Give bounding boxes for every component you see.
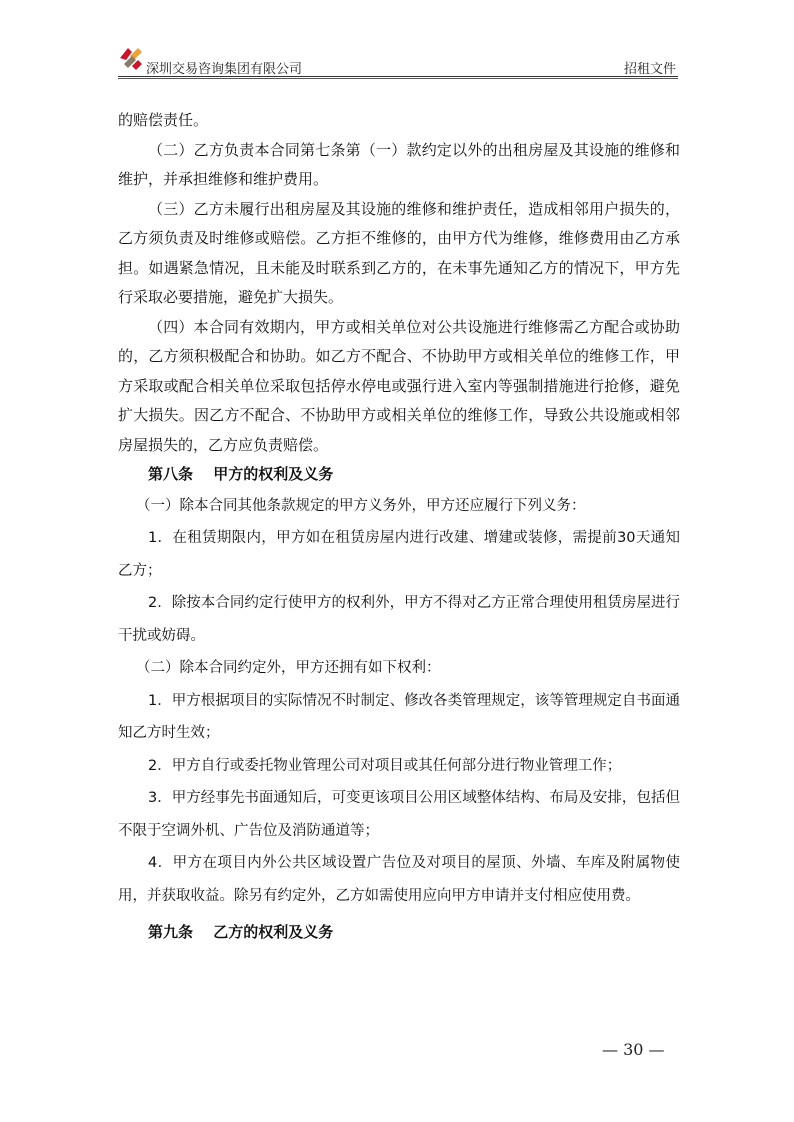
page-body	[118, 106, 680, 948]
article-8-section-2-item-1: 1．甲方根据项目的实际情况不时制定、修改各类管理规定，该等管理规定自书面通知乙方时生效；	[118, 692, 680, 741]
article-8-section-2-title: （二）除本合同约定外，甲方还拥有如下权利：	[136, 660, 441, 676]
article-8-section-2-item-2: 2．甲方自行或委托物业管理公司对项目或其任何部分进行物业管理工作；	[148, 757, 622, 774]
paragraph-clause-3: （三）乙方未履行出租房屋及其设施的维修和维护责任，造成相邻用户损失的，乙方须负责及时维修或赔偿。乙方拒不维修的，由甲方代为维修，维修费用由乙方承担。如遇紧急情况，且未能及时联系到乙方的，在未事先通知乙方的情况下，甲方先行采取必要措施，避免扩大损失。	[118, 199, 680, 306]
page-header	[118, 44, 678, 78]
paragraph-continuation: 的赔偿责任。	[118, 111, 209, 129]
header-divider-thin	[118, 78, 678, 79]
document-type: 招租文件	[623, 62, 676, 77]
article-8-section-2-item-4: 4．甲方在项目内外公共区域设置广告位及对项目的屋顶、外墙、车库及附属物使用，并获取收益。除另有约定外，乙方如需使用应向甲方申请并支付相应使用费。	[118, 855, 680, 904]
page-number: — 30 —	[602, 1040, 665, 1059]
article-8-section-1-item-2: 2．除按本合同约定行使甲方的权利外，甲方不得对乙方正常合理使用租赁房屋进行干扰或妨碍。	[118, 595, 680, 644]
article-8-section-1-item-1: 1．在租赁期限内，甲方如在租赁房屋内进行改建、增建或装修，需提前30天通知乙方；	[118, 530, 680, 579]
header-divider	[118, 76, 678, 77]
article-8-section-2-item-3: 3．甲方经事先书面通知后，可变更该项目公用区域整体结构、布局及安排，包括但不限于空调外机、广告位及消防通道等；	[118, 790, 680, 839]
company-name: 深圳交易咨询集团有限公司	[146, 62, 303, 77]
article-8-heading: 第八条 甲方的权利及义务	[148, 465, 334, 483]
paragraph-clause-2: （二）乙方负责本合同第七条第（一）款约定以外的出租房屋及其设施的维修和维护，并承担维修和维护费用。	[118, 140, 680, 188]
company-logo	[118, 44, 144, 70]
article-9-heading: 第九条 乙方的权利及义务	[148, 923, 334, 941]
paragraph-clause-4: （四）本合同有效期内，甲方或相关单位对公共设施进行维修需乙方配合或协助的，乙方须积极配合和协助。如乙方不配合、不协助甲方或相关单位的维修工作，甲方采取或配合相关单位采取包括停水停电或强行进入室内等强制措施进行抢修，避免扩大损失。因乙方不配合、不协助甲方或相关单位的维修工作，导致公共设施或相邻房屋损失的，乙方应负责赔偿。	[118, 317, 680, 454]
article-8-section-1-title: （一）除本合同其他条款规定的甲方义务外，甲方还应履行下列义务：	[136, 497, 586, 514]
